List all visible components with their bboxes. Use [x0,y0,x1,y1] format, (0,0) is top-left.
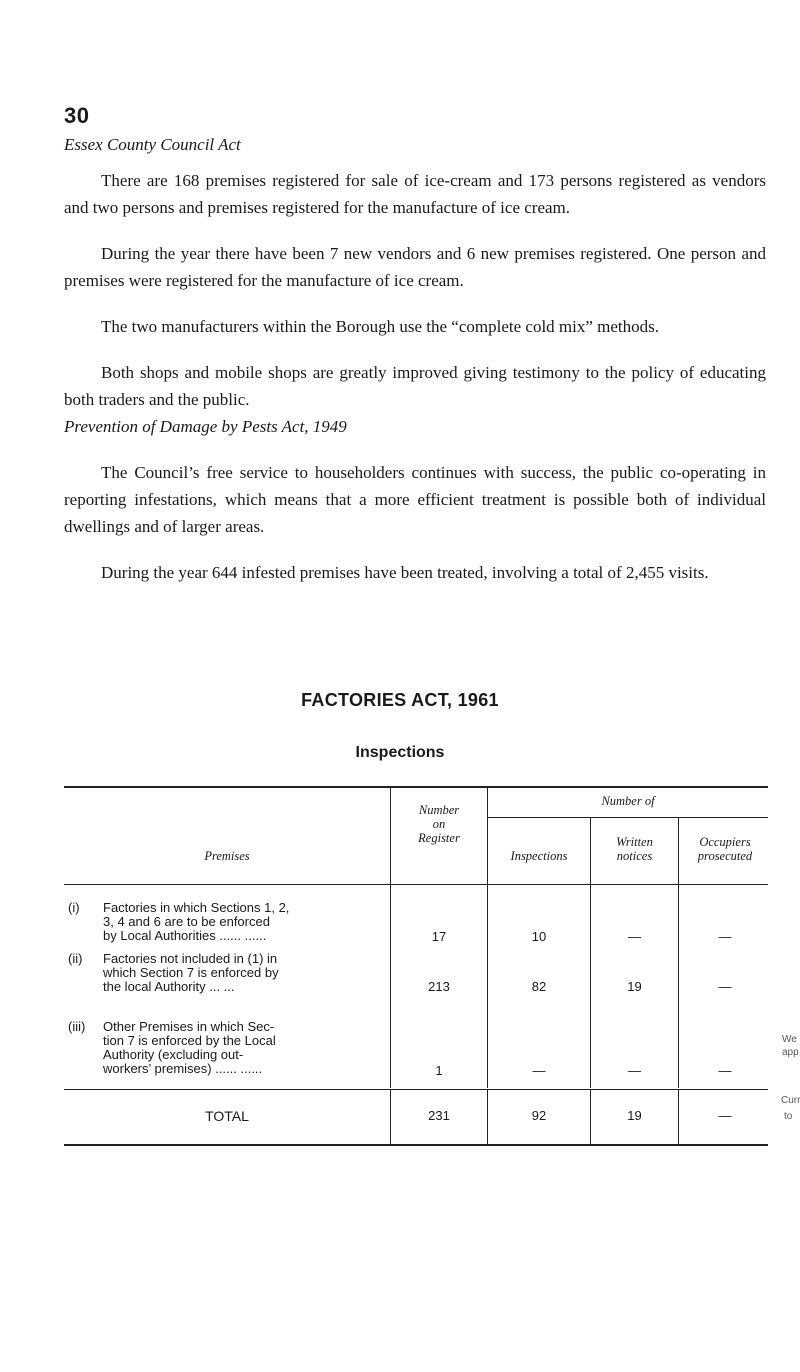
written-notices-value: — [628,1063,641,1078]
edge-fragment: We [782,1034,797,1045]
total-inspections-value: 92 [531,1108,547,1123]
row-label-line: workers’ premises) ...... ...... [103,1061,263,1076]
row-label-line: Other Premises in which Sec- [103,1019,275,1034]
written-notices-value: — [628,929,641,944]
header-line: on [432,817,446,831]
paragraph: There are 168 premises registered for sale of ice-cream and 173 persons registered as vendors and two persons and premises registered for the manufacture of ice cream. [64,171,766,217]
register-value: 17 [431,929,447,944]
header-bottom-rule [64,884,768,885]
table-top-rule [64,786,768,788]
prosecuted-value: — [718,979,732,994]
row-numeral: (ii) [68,951,83,966]
header-line: Written [616,835,653,849]
row-numeral: (i) [68,900,80,915]
page-number: 30 [64,103,90,128]
paragraph: During the year there have been 7 new vendors and 6 new premises registered. One person and premises were registered for the manufacture of ice cream. [64,244,766,290]
written-notices-value: 19 [627,979,642,994]
row-numeral: (iii) [68,1019,86,1034]
row-label-line: Factories not included in (1) in [103,951,278,966]
paragraph: The two manufacturers within the Borough use the “complete cold mix” methods. [101,317,660,336]
total-register-value: 231 [428,1108,450,1123]
header-line: prosecuted [697,849,753,863]
row-label [103,952,378,994]
ice-cream-section [64,131,766,586]
premises-header: Premises [204,849,250,863]
header-line: notices [616,849,653,863]
row-label [103,901,378,943]
edge-fragment: Curr [781,1095,800,1106]
row-label-line: Factories in which Sections 1, 2, [103,900,290,915]
table-bottom-rule [64,1144,768,1146]
paragraph: During the year 644 infested premises have been treated, involving a total of 2,455 visits. [101,563,709,582]
inspections-value: — [532,1063,546,1078]
factories-act-title: FACTORIES ACT, 1961 [301,690,499,710]
header-line: Occupiers [699,835,751,849]
number-of-header: Number of [601,794,655,808]
written-notices-header [591,835,678,863]
row-label-line: Authority (excluding out- [103,1047,244,1062]
paragraph: Both shops and mobile shops are greatly improved giving testimony to the policy of educating both traders and the public. [64,363,766,409]
register-header [391,803,487,845]
section-heading-essex-act: Essex County Council Act [64,135,241,154]
prosecuted-value: — [718,1063,732,1078]
number-of-rule [488,817,768,818]
inspections-header: Inspections [510,849,568,863]
section-heading-pests-act: Prevention of Damage by Pests Act, 1949 [64,417,347,436]
register-value: 1 [435,1063,443,1078]
total-written-notices-value: 19 [627,1108,642,1123]
row-label-line: 3, 4 and 6 are to be enforced [103,914,270,929]
register-value: 213 [428,979,450,994]
total-label: TOTAL [205,1108,249,1124]
total-prosecuted-value: — [718,1108,732,1123]
header-line: Register [418,831,460,845]
row-label-line: by Local Authorities ...... ...... [103,928,267,943]
prosecuted-value: — [718,929,732,944]
header-line: Number [418,803,460,817]
row-label-line: the local Authority ... ... [103,979,235,994]
paragraph: The Council’s free service to householders continues with success, the public co-operating in reporting infestations, which means that a more efficient treatment is possible both of individual dwellings and of larger areas. [64,463,766,536]
inspections-value: 10 [531,929,547,944]
row-label-line: which Section 7 is enforced by [103,965,279,980]
occupiers-prosecuted-header [679,835,771,863]
inspections-subtitle: Inspections [355,744,445,761]
row-label-line: tion 7 is enforced by the Local [103,1033,276,1048]
edge-fragment: app [782,1047,799,1058]
total-rule [64,1089,768,1090]
inspections-value: 82 [531,979,547,994]
row-label [103,1020,378,1076]
edge-fragment: to [784,1111,793,1122]
